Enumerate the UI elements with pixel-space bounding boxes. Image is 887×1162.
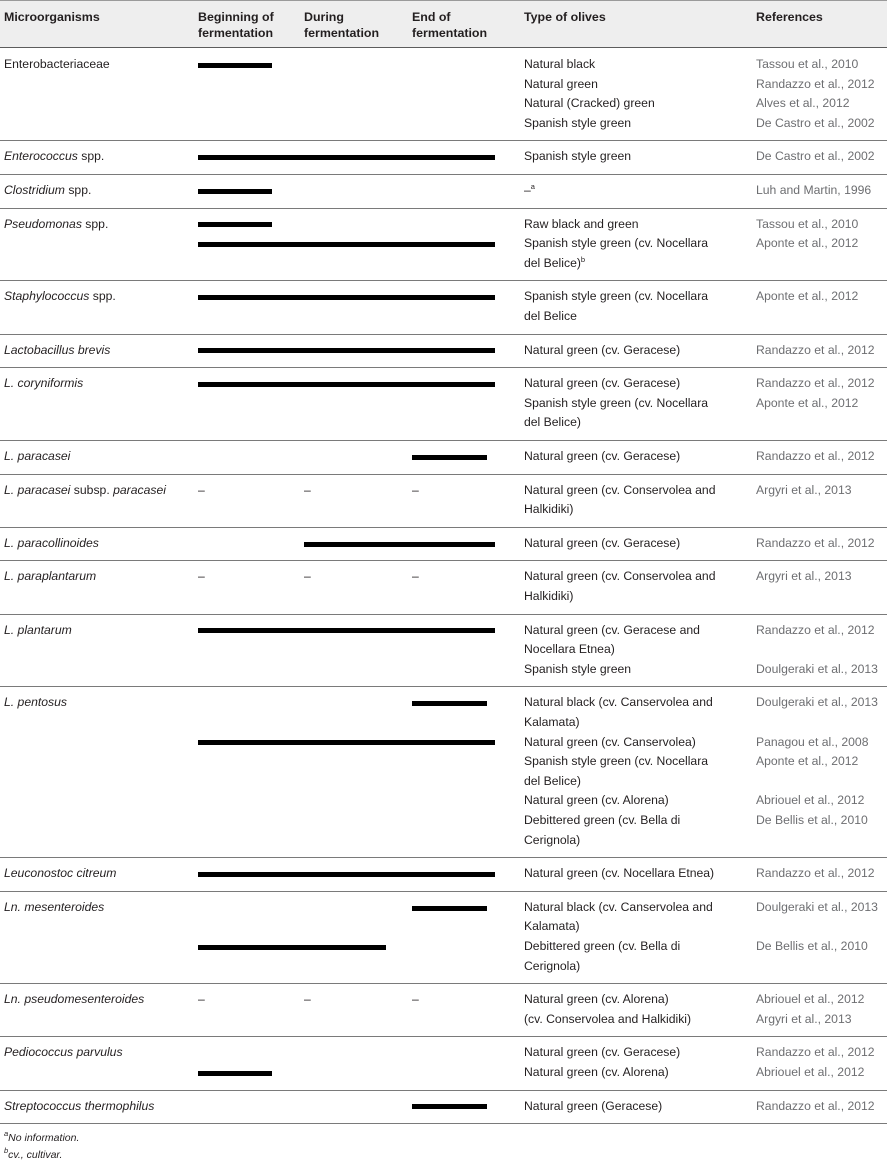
olive-type-text: del Belice) [524, 773, 581, 788]
olive-type [524, 937, 680, 957]
olive-type [524, 587, 573, 607]
microorganism-name [4, 567, 96, 587]
olive-type [524, 534, 680, 554]
fermentation-stage-bar [412, 701, 487, 706]
microorganism-suffix: spp. [64, 183, 92, 197]
no-data-dash: – [412, 482, 419, 497]
row-divider [0, 440, 887, 441]
microorganism-name [4, 374, 83, 394]
reference: Abriouel et al., 2012 [756, 793, 865, 808]
fermentation-stage-bar [198, 63, 272, 68]
microorganism-name-text: Pseudomonas [4, 216, 82, 231]
reference: Panagou et al., 2008 [756, 734, 869, 749]
microorganism-name-text: Lactobacillus brevis [4, 342, 111, 357]
olive-type [524, 447, 680, 467]
reference: Argyri et al., 2013 [756, 569, 852, 584]
microorganism-name [4, 534, 99, 554]
olive-type [524, 733, 696, 753]
fermentation-stage-bar [198, 628, 495, 633]
row-divider [0, 614, 887, 615]
microorganism-name-text: L. paraplantarum [4, 569, 97, 584]
fermentation-stage-bar [198, 189, 272, 194]
olive-type-text: Natural green (cv. Geracese) [524, 376, 681, 391]
footnote-mark: b [4, 1146, 9, 1155]
reference: Doulgeraki et al., 2013 [756, 661, 878, 676]
olive-type [524, 114, 631, 134]
olive-type-text: Natural green (cv. Conservolea and [524, 482, 716, 497]
olive-type [524, 287, 708, 307]
microorganism-name-text: Ln. pseudomesenteroides [4, 992, 145, 1007]
olive-type [524, 147, 631, 167]
reference: Randazzo et al., 2012 [756, 342, 875, 357]
reference: Argyri et al., 2013 [756, 1011, 852, 1026]
header-microorganisms: Microorganisms [4, 10, 100, 24]
microorganism-name-text: Ln. mesenteroides [4, 899, 105, 914]
olive-type [524, 55, 595, 75]
olive-type-text: Spanish style green [524, 149, 632, 164]
olive-type [524, 713, 580, 733]
olive-type-text: Natural black [524, 57, 596, 71]
olive-type [524, 567, 716, 587]
reference: Alves et al., 2012 [756, 96, 850, 111]
reference: De Castro et al., 2002 [756, 115, 875, 130]
footnote [4, 1131, 79, 1145]
olive-type [524, 94, 655, 114]
footnote [4, 1148, 62, 1162]
row-divider [0, 560, 887, 561]
row-divider [0, 174, 887, 175]
olive-type [524, 640, 615, 660]
olive-type-text: Cerignola) [524, 832, 581, 847]
olive-type [524, 660, 631, 680]
fermentation-stage-bar [198, 242, 495, 247]
reference: Doulgeraki et al., 2013 [756, 899, 878, 914]
olive-type [524, 917, 580, 937]
microorganism-name-text: L. coryniformis [4, 376, 84, 391]
olive-type [524, 481, 716, 501]
row-divider [0, 208, 887, 209]
row-divider [0, 686, 887, 687]
reference: Abriouel et al., 2012 [756, 1065, 865, 1079]
olive-type-text: Natural black (cv. Canservolea and [524, 695, 713, 710]
table-header [0, 0, 887, 48]
reference: De Bellis et al., 2010 [756, 813, 868, 827]
olive-type-text: Natural green (cv. Geracese) [524, 1045, 681, 1060]
microorganism-name [4, 990, 144, 1010]
olive-type-text: Natural (Cracked) green [524, 96, 655, 111]
reference: Aponte et al., 2012 [756, 289, 859, 304]
microorganism-subsp-text: subsp. [70, 482, 114, 497]
reference: Aponte et al., 2012 [756, 395, 859, 410]
reference: Tassou et al., 2010 [756, 216, 859, 231]
row-divider [0, 1123, 887, 1124]
reference: Doulgeraki et al., 2013 [756, 695, 878, 710]
olive-type-text: Natural black (cv. Canservolea and [524, 899, 713, 914]
microorganism-name-text: L. paracasei [4, 449, 71, 463]
reference: Randazzo et al., 2012 [756, 866, 875, 881]
olive-type-text: Nocellara Etnea) [524, 642, 615, 657]
microorganism-name [4, 864, 116, 884]
reference: Randazzo et al., 2012 [756, 535, 875, 550]
fermentation-stage-bar [198, 382, 495, 387]
olive-type [524, 374, 680, 394]
no-data-dash: – [304, 992, 311, 1007]
olive-type-text: – [524, 183, 531, 197]
no-data-dash: – [304, 569, 311, 584]
olive-type-text: Natural green (cv. Geracese) [524, 449, 681, 463]
microorganism-name [4, 55, 110, 75]
microorganism-name [4, 1097, 154, 1117]
olive-type-text: Kalamata) [524, 715, 580, 729]
row-divider [0, 280, 887, 281]
no-data-dash: – [412, 569, 419, 584]
olive-type-text: Natural green [524, 76, 598, 91]
header-during: During fermentation [304, 10, 380, 40]
olive-type-text: (cv. Conservolea and Halkidiki) [524, 1011, 692, 1026]
olive-type [524, 772, 581, 792]
fermentation-stage-bar [198, 348, 495, 353]
olive-type-text: Natural green (cv. Geracese) [524, 535, 681, 550]
olive-type [524, 307, 577, 327]
reference: Randazzo et al., 2012 [756, 449, 875, 463]
olive-type-text: Debittered green (cv. Bella di [524, 939, 681, 953]
microorganism-name [4, 215, 108, 235]
reference: Aponte et al., 2012 [756, 754, 859, 769]
olive-type-text: Halkidiki) [524, 589, 574, 603]
fermentation-stage-bar [412, 906, 487, 911]
olive-type [524, 621, 700, 641]
olive-type [524, 1097, 662, 1117]
olive-type-text: Natural green (cv. Geracese) [524, 342, 681, 357]
fermentation-stage-bar [198, 1071, 272, 1076]
row-divider [0, 983, 887, 984]
olive-type [524, 181, 535, 201]
olive-type-text: Spanish style green (cv. Nocellara [524, 395, 709, 410]
row-divider [0, 474, 887, 475]
olive-type-text: Spanish style green [524, 115, 632, 130]
olive-type-text: Debittered green (cv. Bella di [524, 813, 681, 827]
microorganism-name [4, 1043, 123, 1063]
olive-type [524, 811, 680, 831]
olive-type-text: Natural green (cv. Alorena) [524, 992, 669, 1007]
olive-type [524, 341, 680, 361]
reference: Randazzo et al., 2012 [756, 1098, 875, 1113]
olive-type [524, 693, 713, 713]
olive-type [524, 1043, 680, 1063]
microorganism-name-text: L. paracasei [4, 482, 71, 497]
olive-type [524, 752, 708, 772]
fermentation-stage-bar [412, 455, 487, 460]
row-divider [0, 334, 887, 335]
row-divider [0, 857, 887, 858]
olive-type [524, 831, 580, 851]
footnote-mark: a [4, 1129, 9, 1138]
olive-type [524, 957, 580, 977]
no-data-dash: – [412, 992, 419, 1007]
olive-type-text: del Belice [524, 309, 577, 323]
olive-type [524, 75, 598, 95]
fermentation-stage-bar [304, 542, 495, 547]
row-divider [0, 1090, 887, 1091]
microorganism-name [4, 447, 70, 467]
olive-type [524, 254, 585, 274]
microorganism-name [4, 898, 104, 918]
header-type-of-olives: Type of olives [524, 10, 606, 24]
reference: Randazzo et al., 2012 [756, 1045, 875, 1060]
microorganism-name-text: L. plantarum [4, 622, 72, 637]
header-end: End of fermentation [412, 10, 488, 40]
row-divider [0, 527, 887, 528]
row-divider [0, 140, 887, 141]
row-divider [0, 367, 887, 368]
microorganism-name [4, 621, 72, 641]
row-divider [0, 891, 887, 892]
olive-type [524, 394, 708, 414]
header-beginning: Beginning of fermentation [198, 10, 274, 40]
olive-type-text: Natural green (cv. Alorena) [524, 1065, 669, 1079]
microorganism-name-text: Leuconostoc citreum [4, 866, 117, 881]
olive-type-text: Spanish style green (cv. Nocellara [524, 754, 709, 769]
olive-type-text: del Belice) [524, 255, 581, 270]
olive-type [524, 413, 581, 433]
microorganism-suffix: spp. [81, 216, 109, 231]
reference: De Castro et al., 2002 [756, 149, 875, 164]
olive-type-text: Raw black and green [524, 216, 639, 231]
fermentation-stage-bar [198, 740, 495, 745]
microorganism-name-text: Staphylococcus [4, 289, 90, 304]
olive-type-text: Natural green (cv. Nocellara Etnea) [524, 866, 715, 881]
olive-type [524, 990, 669, 1010]
footnote-mark: a [530, 182, 535, 191]
footnote-text: No information. [8, 1132, 80, 1144]
olive-type-text: Halkidiki) [524, 502, 574, 517]
reference: Randazzo et al., 2012 [756, 76, 875, 91]
fermentation-stage-bar [198, 295, 495, 300]
row-divider [0, 1036, 887, 1037]
olive-type-text: Spanish style green [524, 661, 632, 676]
olive-type-text: Natural green (cv. Alorena) [524, 793, 669, 808]
olive-type-text: Cerignola) [524, 958, 581, 973]
fermentation-stage-bar [198, 872, 495, 877]
microorganism-name [4, 693, 67, 713]
reference: Luh and Martin, 1996 [756, 183, 872, 197]
no-data-dash: – [304, 482, 311, 497]
microorganism-name-text: paracasei [113, 482, 166, 497]
fermentation-stage-bar [198, 945, 386, 950]
reference: Aponte et al., 2012 [756, 236, 859, 251]
reference: Abriouel et al., 2012 [756, 992, 865, 1007]
microorganism-name [4, 287, 116, 307]
olive-type-text: Kalamata) [524, 919, 580, 934]
microorganism-name-text: Enterobacteriaceae [4, 57, 110, 71]
olive-type-text: Spanish style green (cv. Nocellara [524, 236, 709, 251]
olive-type-text: Natural green (cv. Conservolea and [524, 569, 716, 584]
olive-type [524, 864, 714, 884]
microorganism-suffix: spp. [77, 149, 105, 164]
footnote-text: cv., cultivar. [8, 1149, 63, 1161]
microorganism-name-text: Pediococcus parvulus [4, 1045, 123, 1060]
olive-type [524, 215, 639, 235]
fermentation-stage-bar [198, 155, 495, 160]
olive-type [524, 791, 669, 811]
olive-type [524, 898, 713, 918]
microorganism-name-text: L. paracollinoides [4, 535, 99, 550]
microorganism-name-text: Enterococcus [4, 149, 78, 164]
reference: Randazzo et al., 2012 [756, 622, 875, 637]
olive-type-text: Natural green (cv. Geracese and [524, 622, 700, 637]
microorganism-name-text: Streptococcus thermophilus [4, 1098, 155, 1113]
microorganism-name [4, 147, 104, 167]
fermentation-stage-bar [412, 1104, 487, 1109]
microorganism-name-text: L. pentosus [4, 695, 68, 710]
olive-type [524, 1063, 669, 1083]
fermentation-stage-bar [198, 222, 272, 227]
reference: Tassou et al., 2010 [756, 57, 859, 71]
no-data-dash: – [198, 992, 205, 1007]
footnote-mark: b [580, 254, 586, 264]
reference: De Bellis et al., 2010 [756, 939, 868, 953]
no-data-dash: – [198, 569, 205, 584]
microorganism-name-text: Clostridium [4, 183, 65, 197]
olive-type-text: Natural green (cv. Canservolea) [524, 734, 696, 749]
olive-type-text: del Belice) [524, 415, 581, 430]
microorganism-name [4, 481, 166, 501]
reference: Argyri et al., 2013 [756, 482, 852, 497]
olive-type [524, 1010, 691, 1030]
microorganism-name [4, 181, 91, 201]
microorganism-name [4, 341, 110, 361]
olive-type-text: Natural green (Geracese) [524, 1098, 663, 1113]
header-references: References [756, 10, 823, 24]
reference: Randazzo et al., 2012 [756, 376, 875, 391]
no-data-dash: – [198, 482, 205, 497]
olive-type-text: Spanish style green (cv. Nocellara [524, 289, 709, 304]
microorganism-suffix: spp. [89, 289, 116, 304]
olive-type [524, 234, 708, 254]
olive-type [524, 500, 573, 520]
